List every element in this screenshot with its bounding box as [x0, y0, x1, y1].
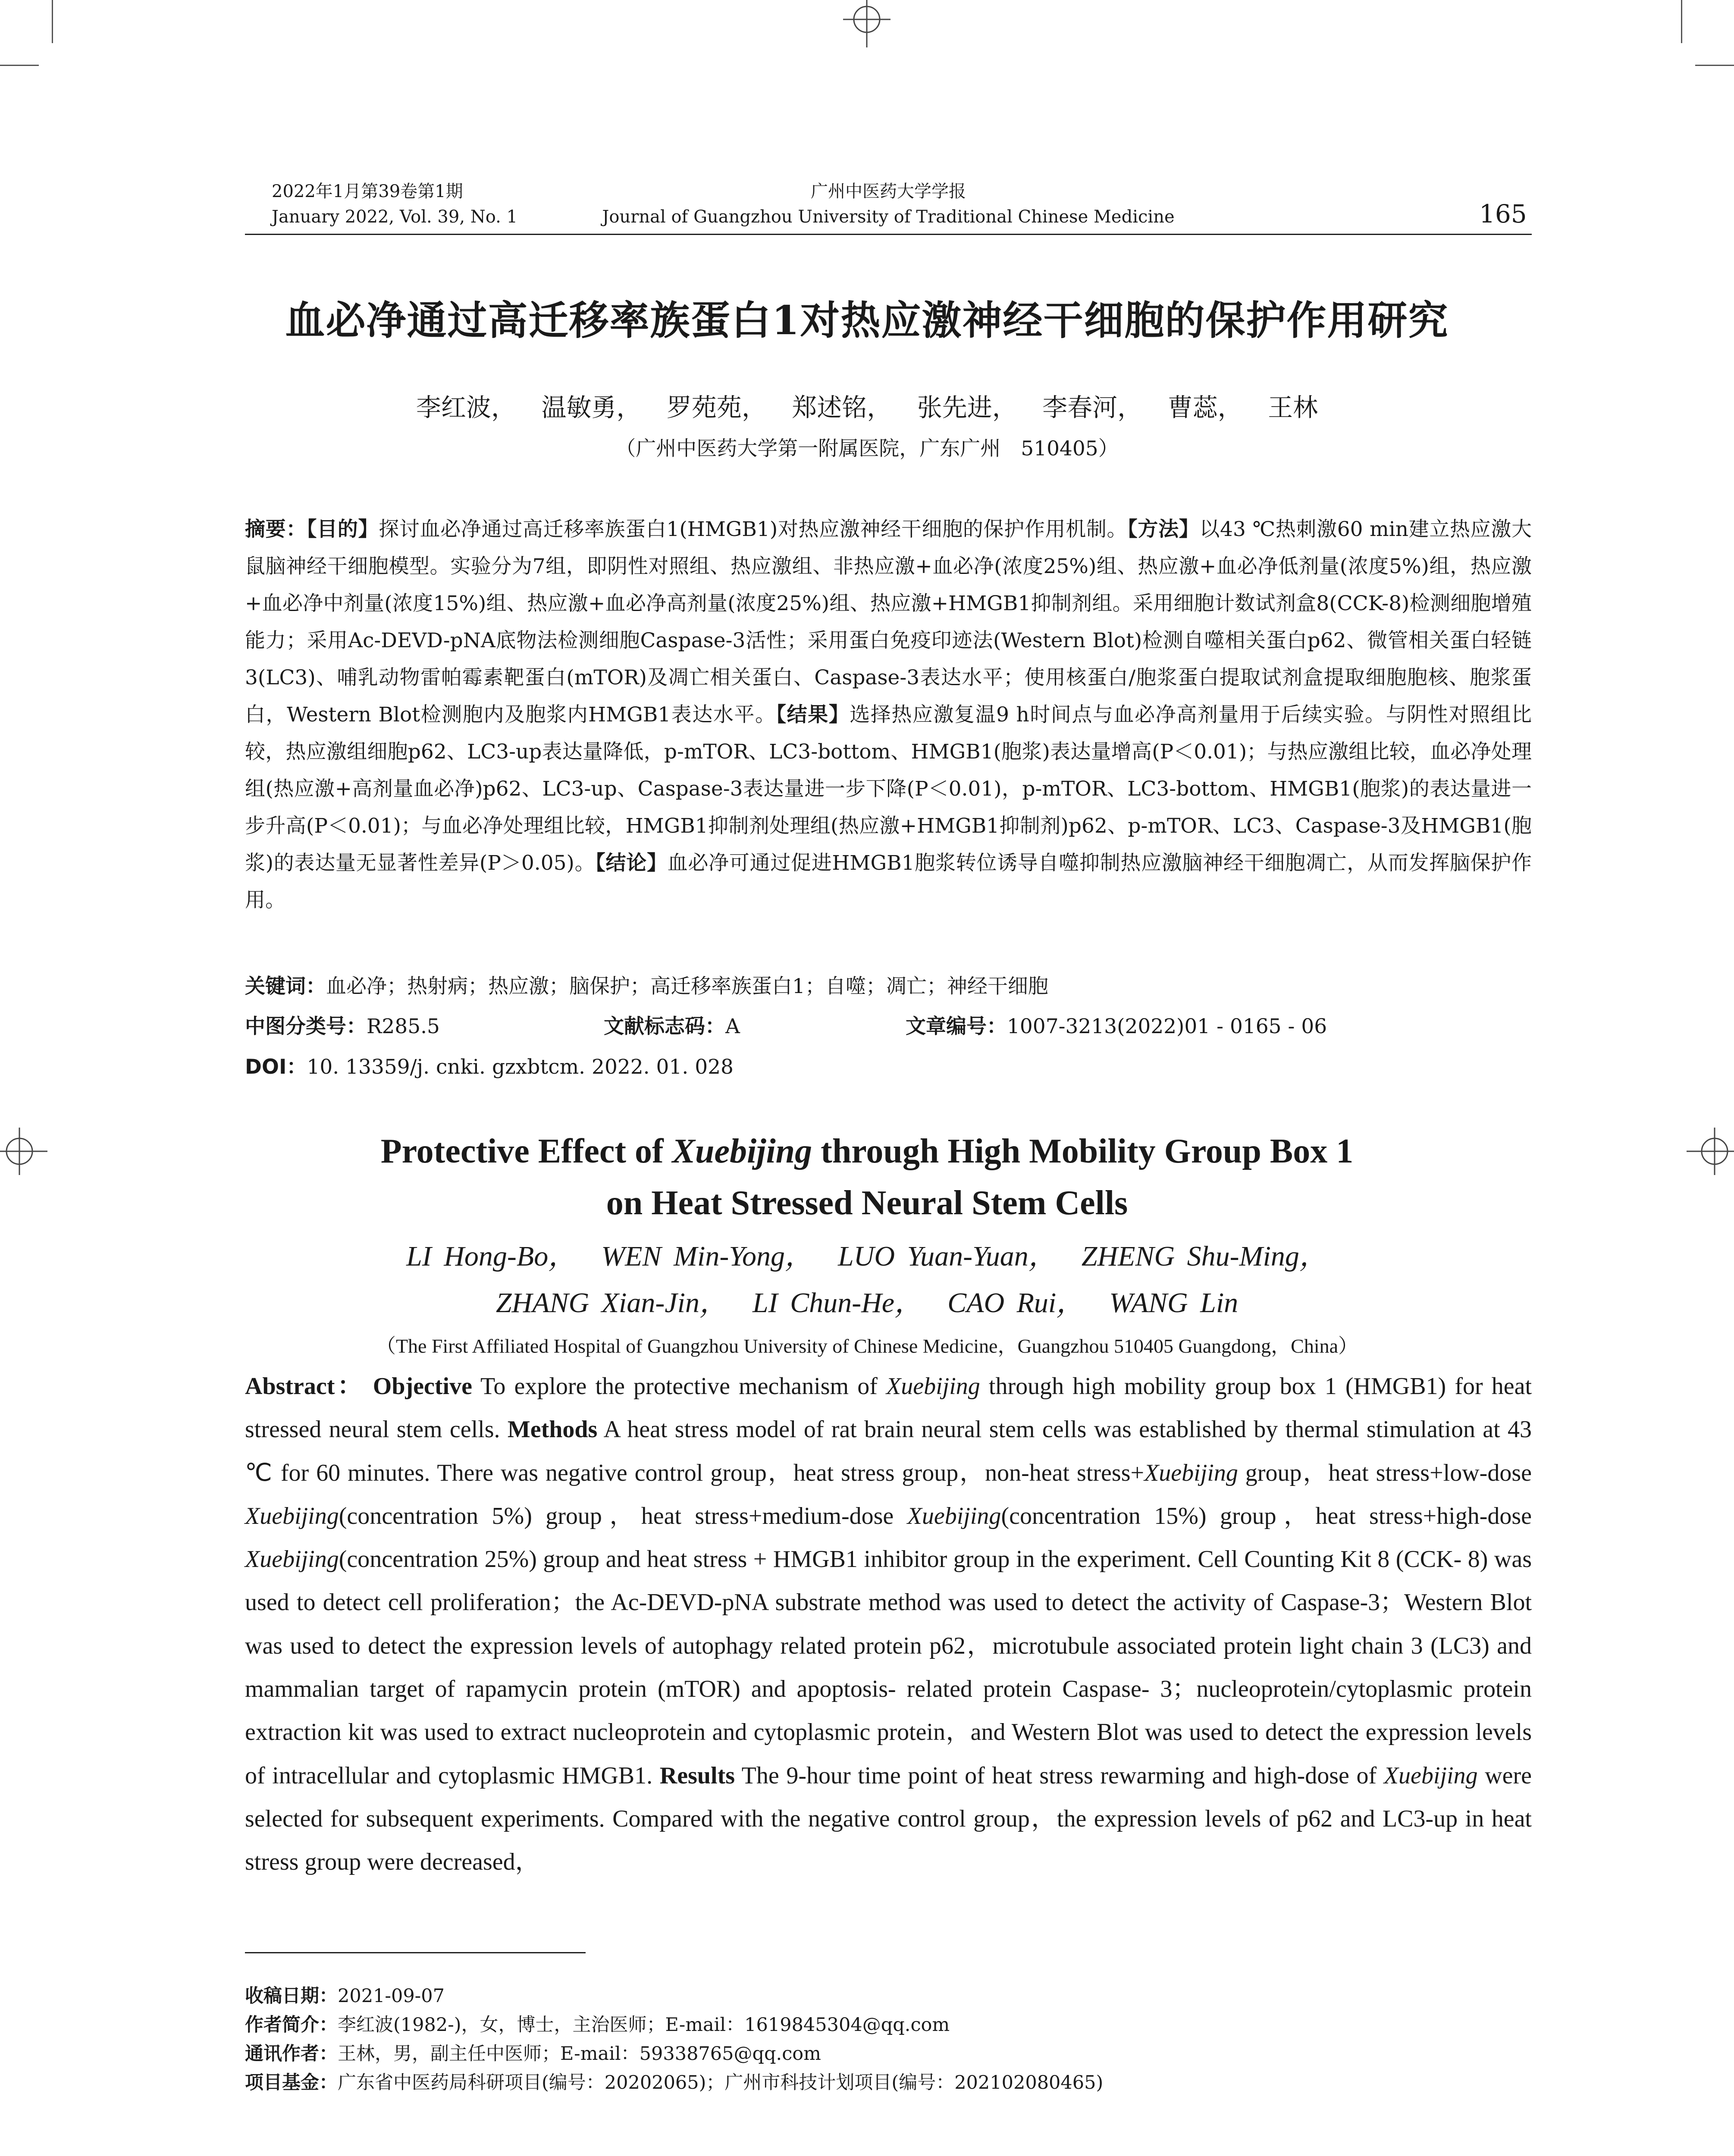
registration-mark-top [843, 0, 891, 47]
footnote-text: 广东省中医药局科研项目(编号：20202065)；广州市科技计划项目(编号：202102080465) [338, 2072, 1104, 2093]
author-cn: 罗苑苑， [666, 393, 767, 422]
footnote-text: 李红波(1982-)，女，博士，主治医师；E-mail：1619845304@qq.com [338, 2014, 950, 2036]
header-journal-en: Journal of Guangzhou University of Traditional Chinese Medicine [602, 207, 1175, 227]
authors-cn [0, 387, 1734, 423]
crop-mark [0, 65, 39, 66]
doc-value: A [725, 1015, 740, 1038]
conclusion-text-cn: 血必净可通过促进HMGB1胞浆转位诱导自噬抑制热应激脑神经干细胞凋亡，从而发挥脑保护作用。 [245, 851, 1532, 912]
header-issue-cn: 2022年1月第39卷第1期 [272, 182, 463, 201]
abstract-en-label: Abstract： [245, 1373, 364, 1400]
footnote-text: 王林，男，副主任中医师；E-mail：59338765@qq.com [338, 2043, 821, 2065]
abstract-en-text: A heat stress model of rat brain neural stem cells was established by thermal stimulation at 43 ℃ for 60 minutes. There was negative control group，heat stress group，non-heat stress+ [245, 1416, 1532, 1486]
crop-mark [52, 0, 53, 43]
article-value: 1007-3213(2022)01 - 0165 - 06 [1007, 1015, 1327, 1038]
abstract-en-text: To explore the protective mechanism of [472, 1373, 887, 1400]
objective-label-en: Objective [373, 1373, 472, 1400]
objective-text-cn: 探讨血必净通过高迁移率族蛋白1(HMGB1)对热应激神经干细胞的保护作用机制。 [379, 517, 1128, 541]
footnote-label: 作者简介： [245, 2014, 338, 2036]
footnote-received [245, 1981, 445, 2008]
affiliation-en: （The First Affiliated Hospital of Guangzhou University of Chinese Medicine，Guangzhou 510405 Guangdong，China） [376, 1335, 1358, 1357]
herb-name: Xuebijing [245, 1502, 339, 1529]
footnote-corresponding [245, 2039, 821, 2065]
authors-en [0, 1233, 1734, 1326]
abstract-en-text: (concentration 25%) group and heat stress + HMGB1 inhibitor group in the experiment. Cell Counting Kit 8 (CCK- 8) was used to detect cell proliferation；the Ac-DEVD-pNA substrate method was used to detect the activity of Caspase-3；Western Blot was used to detect the expression levels of autophagy related protein p62，microtubule associated protein light chain 3 (LC3) and mammalian target of rapamycin protein (mTOR) and apoptosis- related protein Caspase- 3；nucleoprotein/cytoplasmic protein extraction kit was used to extract nucleoprotein and cytoplasmic protein，and Western Blot was used to detect the expression levels of intracellular and cytoplasmic HMGB1. [245, 1546, 1532, 1789]
author-cn: 李红波， [416, 393, 516, 422]
methods-label-en: Methods [507, 1416, 598, 1443]
abstract-en-text: (concentration 5%) group，heat stress+medium-dose [339, 1502, 907, 1529]
title-cn: 血必净通过高迁移率族蛋白1对热应激神经干细胞的保护作用研究 [285, 297, 1449, 344]
footnote-label: 项目基金： [245, 2072, 338, 2093]
article-label: 文章编号： [906, 1015, 1007, 1038]
author-cn: 曹蕊， [1167, 393, 1243, 422]
abstract-en [245, 1365, 1532, 1884]
abstract-cn [245, 511, 1532, 919]
doi-value: 10. 13359/j. cnki. gzxbtcm. 2022. 01. 028 [307, 1055, 734, 1079]
abstract-cn-label: 摘要： [245, 517, 307, 541]
footnote-text: 2021-09-07 [338, 1985, 445, 2007]
document-code [604, 1010, 740, 1039]
doc-label: 文献标志码： [604, 1015, 725, 1038]
objective-label-cn: 【目的】 [307, 517, 379, 541]
clc-number [245, 1010, 440, 1039]
header-journal-cn: 广州中医药大学学报 [811, 182, 966, 201]
crop-mark [1695, 65, 1734, 66]
results-label-cn: 【结果】 [776, 703, 850, 727]
doi [245, 1051, 734, 1080]
herb-name: Xuebijing [907, 1502, 1001, 1529]
title-en-line1 [0, 1125, 1734, 1177]
doi-label: DOI： [245, 1055, 307, 1079]
methods-label-cn: 【方法】 [1127, 517, 1200, 541]
keywords-text: 血必净；热射病；热应激；脑保护；高迁移率族蛋白1；自噬；凋亡；神经干细胞 [326, 975, 1048, 998]
herb-name: Xuebijing [886, 1373, 980, 1400]
results-text-cn: 选择热应激复温9 h时间点与血必净高剂量用于后续实验。与阴性对照组比较，热应激组细胞p62、LC3-up表达量降低，p-mTOR、LC3-bottom、HMGB1(胞浆)表达量增高(P＜0.01)；与热应激组比较，血必净处理组(热应激+高剂量血必净)p62、LC3-up、Caspase-3表达量进一步下降(P＜0.01)，p-mTOR、LC3-bottom、HMGB1(胞浆)的表达量进一步升高(P＜0.01)；与血必净处理组比较，HMGB1抑制剂处理组(热应激+HMGB1抑制剂)p62、p-mTOR、LC3、Caspase-3及HMGB1(胞浆)的表达量无显著性差异(P＞0.05)。 [245, 703, 1532, 875]
title-en-part2: through High Mobility Group Box 1 [812, 1132, 1354, 1170]
footnote-label: 收稿日期： [245, 1985, 338, 2007]
footnote-rule [245, 1952, 586, 1953]
abstract-en-text: group，heat stress+low-dose [1238, 1459, 1532, 1486]
author-cn: 王林 [1268, 393, 1318, 422]
herb-name: Xuebijing [245, 1546, 339, 1573]
authors-en-line1: LI Hong-Bo， WEN Min-Yong， LUO Yuan-Yuan， ZHENG Shu-Ming， [406, 1241, 1328, 1272]
abstract-en-text: The 9-hour time point of heat stress rewarming and high-dose of [735, 1762, 1384, 1789]
keywords [245, 970, 1048, 999]
conclusion-label-cn: 【结论】 [595, 851, 668, 875]
author-cn: 张先进， [917, 393, 1017, 422]
clc-value: R285.5 [367, 1015, 440, 1038]
footnote-label: 通讯作者： [245, 2043, 338, 2065]
authors-en-line2: ZHANG Xian-Jin， LI Chun-He， CAO Rui， WANG Lin [495, 1287, 1239, 1319]
page-number: 165 [1479, 199, 1527, 229]
keywords-label: 关键词： [245, 975, 326, 998]
footnote-funding [245, 2068, 1103, 2094]
methods-text-cn: 以43 ℃热刺激60 min建立热应激大鼠脑神经干细胞模型。实验分为7组，即阴性对照组、热应激组、非热应激+血必净(浓度25%)组、热应激+血必净低剂量(浓度5%)组，热应激+血必净中剂量(浓度15%)组、热应激+血必净高剂量(浓度25%)组、热应激+HMGB1抑制剂组。采用细胞计数试剂盒8(CCK-8)检测细胞增殖能力；采用Ac-DEVD-pNA底物法检测细胞Caspase-3活性；采用蛋白免疫印迹法(Western Blot)检测自噬相关蛋白p62、微管相关蛋白轻链3(LC3)、哺乳动物雷帕霉素靶蛋白(mTOR)及凋亡相关蛋白、Caspase-3表达水平；使用核蛋白/胞浆蛋白提取试剂盒提取细胞胞核、胞浆蛋白，Western Blot检测胞内及胞浆内HMGB1表达水平。 [245, 517, 1532, 727]
abstract-en-text: through high mobility group box 1 (HMGB1) for heat stressed neural stem cells. [245, 1373, 1532, 1443]
herb-name: Xuebijing [1383, 1762, 1478, 1789]
title-en-herb: Xuebijing [672, 1132, 812, 1170]
clc-label: 中图分类号： [245, 1015, 367, 1038]
title-en [0, 1125, 1734, 1229]
title-en-line2: on Heat Stressed Neural Stem Cells [606, 1184, 1128, 1222]
author-cn: 温敏勇， [541, 393, 642, 422]
header-issue-en: January 2022, Vol. 39, No. 1 [272, 207, 518, 227]
crop-mark [1681, 0, 1682, 43]
author-cn: 郑述铭， [792, 393, 892, 422]
article-number [906, 1010, 1327, 1039]
abstract-en-text: (concentration 15%) group，heat stress+high-dose [1001, 1502, 1532, 1529]
affiliation-cn: （广州中医药大学第一附属医院，广东广州 510405） [615, 437, 1119, 461]
abstract-en-text: were selected for subsequent experiments. Compared with the negative control group，the expression levels of p62 and LC3-up in heat stress group were decreased， [245, 1762, 1532, 1876]
footnote-author-bio [245, 2010, 950, 2037]
header-rule [245, 234, 1532, 235]
herb-name: Xuebijing [1144, 1459, 1238, 1486]
results-label-en: Results [659, 1762, 735, 1789]
author-cn: 李春河， [1042, 393, 1143, 422]
title-en-part1: Protective Effect of [380, 1132, 672, 1170]
